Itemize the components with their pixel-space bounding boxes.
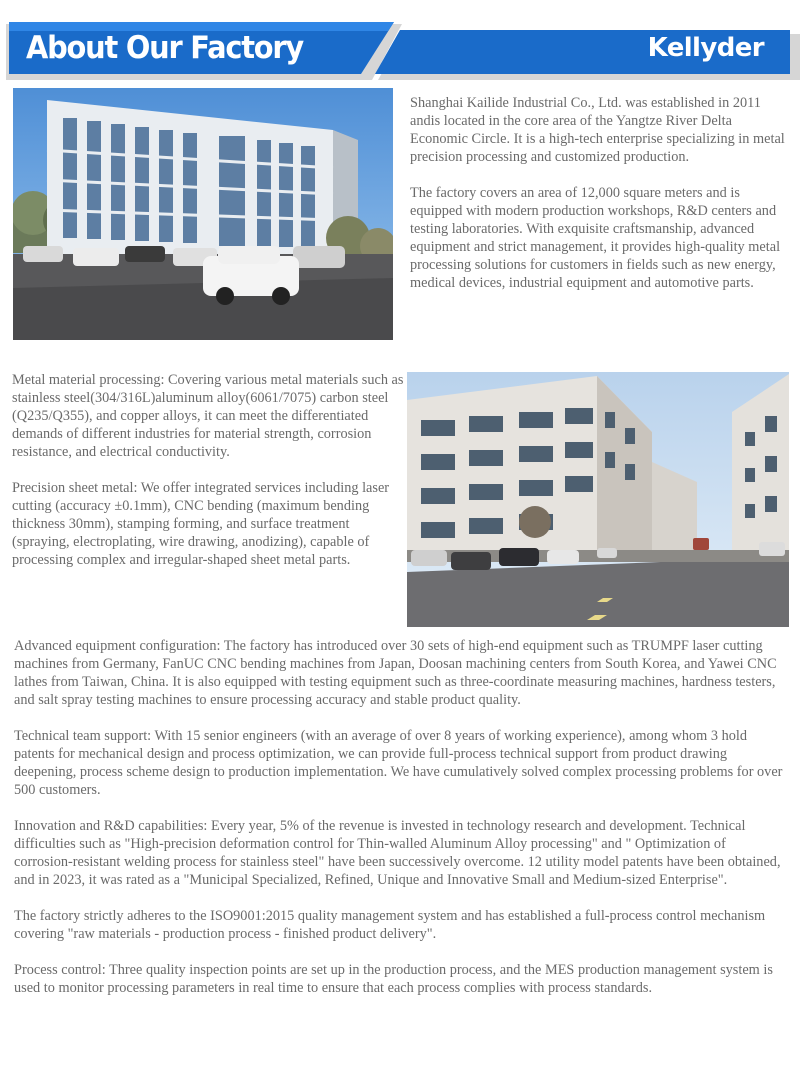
factory-street-photo: [407, 372, 789, 627]
equipment-paragraph: Advanced equipment configuration: The factory has introduced over 30 sets of high-end equipment such as TRUMPF laser cutting machines from Germany, FanUC CNC bending machines from Japan, Doosan machining centers from South Korea, and Yawei CNC lathes from Taiwan, China. It is also equipped with testing equipment such as three-coordinate measuring machines, hardness testers, and salt spray testing machines to ensure processing accuracy and stable product quality.: [14, 638, 777, 708]
intro-paragraph-1: Shanghai Kailide Industrial Co., Ltd. was established in 2011 andis located in the core area of the Yangtze River Delta Economic Circle. It is a high-tech enterprise specializing in metal precision processing and customized production.: [410, 95, 785, 165]
metal-processing-paragraph: Metal material processing: Covering various metal materials such as stainless steel(304/316L)aluminum alloy(6061/7075) carbon steel (Q235/Q355), and copper alloys, it can meet the differentiated demands of different industries for material strength, corrosion resistance, and electrical conductivity.: [12, 372, 404, 460]
intro-text: [410, 94, 788, 292]
team-paragraph: Technical team support: With 15 senior engineers (with an average of over 8 years of working experience), among whom 3 hold patents for mechanical design and process optimization, we can provide full-process technical support from product drawing deepening, process scheme design to production implementation. We have cumulatively solved complex processing problems for over 500 customers.: [14, 728, 783, 798]
capabilities-text: [12, 371, 404, 569]
process-control-paragraph: Process control: Three quality inspection points are set up in the production process, and the MES production management system is used to monitor processing parameters in real time to ensure that each process complies with process standards.: [14, 962, 773, 996]
page-title: About Our Factory: [26, 30, 303, 66]
iso-paragraph: The factory strictly adheres to the ISO9001:2015 quality management system and has established a full-process control mechanism covering "raw materials - production process - finished product delivery".: [14, 908, 766, 942]
rnd-paragraph: Innovation and R&D capabilities: Every year, 5% of the revenue is invested in technology research and development. Technical difficulties such as "High-precision deformation control for Thin-walled Aluminum Alloy processing" and " Optimization of corrosion-resistant welding process for stainless steel" have been successively overcome. 12 utility model patents have been obtained, and in 2023, it was rated as a "Municipal Specialized, Refined, Unique and Innovative Small and Medium-sized Enterprise".: [14, 818, 781, 888]
factory-building-photo: [13, 88, 393, 340]
brand-name: Kellyder: [647, 33, 764, 63]
intro-paragraph-2: The factory covers an area of 12,000 square meters and is equipped with modern production workshops, R&D centers and testing laboratories. With exquisite craftsmanship, advanced equipment and strict management, it provides high-quality metal processing solutions for customers in fields such as new energy, medical devices, industrial equipment and automotive parts.: [410, 185, 781, 291]
sheet-metal-paragraph: Precision sheet metal: We offer integrated services including laser cutting (accuracy ±0.1mm), CNC bending (maximum bending thickness 30mm), stamping forming, and surface treatment (spraying, electroplating, wire drawing, anodizing), capable of processing complex and irregular-shaped sheet metal parts.: [12, 480, 390, 568]
details-text: [14, 637, 786, 997]
